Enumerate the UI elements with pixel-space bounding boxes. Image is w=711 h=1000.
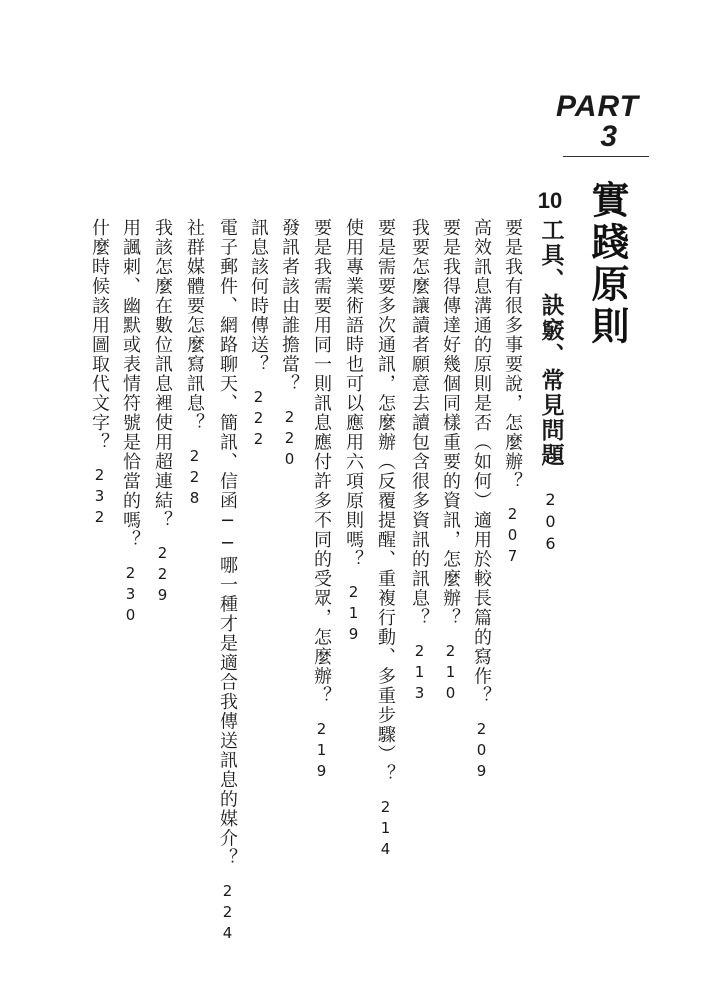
chapter-number: 10 (537, 188, 563, 213)
toc-item[interactable] (147, 218, 177, 607)
part-divider (563, 156, 649, 157)
toc-item[interactable] (404, 218, 434, 705)
part-number: 3 (600, 120, 617, 153)
toc-item-page: 230 (121, 563, 140, 627)
toc-item-text: 社群媒體要怎麼寫訊息？ (184, 218, 205, 433)
toc-item-text: 高效訊息溝通的原則是否（如何）適用於較長篇的寫作？ (471, 218, 492, 706)
toc-item-text: 使用專業術語時也可以應用六項原則嗎？ (343, 218, 364, 569)
toc-item[interactable] (115, 218, 145, 627)
toc-item-page: 229 (153, 544, 172, 607)
toc-item-text: 電子郵件、網路聊天、簡訊、信函──哪一種才是適合我傳送訊息的媒介？ (217, 218, 238, 868)
toc-item[interactable] (274, 218, 304, 471)
toc-item-text: 要是我得傳達好幾個同樣重要的資訊，怎麼辦？ (440, 218, 461, 628)
toc-item-page: 220 (280, 407, 299, 471)
section-title-text: 實踐原則 (585, 180, 629, 348)
toc-item-text: 要是需要多次通訊，怎麼辦（反覆提醒、重複行動、多重步驟）？ (375, 218, 396, 784)
part-label: PART (556, 90, 639, 123)
toc-item-page: 219 (312, 719, 331, 783)
part-heading (556, 92, 654, 152)
toc-item-text: 訊息該何時傳送？ (248, 218, 269, 374)
toc-item[interactable] (497, 218, 527, 568)
toc-item-text: 要是我有很多事要說，怎麼辦？ (502, 218, 523, 491)
toc-item-text: 發訊者該由誰擔當？ (279, 218, 300, 394)
toc-item-page: 209 (472, 719, 491, 783)
toc-item-page: 214 (376, 797, 395, 861)
toc-item[interactable] (306, 218, 336, 783)
chapter-entry[interactable] (535, 190, 565, 556)
toc-item-page: 213 (410, 641, 429, 705)
toc-item[interactable] (212, 218, 242, 945)
toc-item[interactable] (243, 218, 273, 451)
section-title (585, 180, 632, 348)
toc-item-text: 我該怎麼在數位訊息裡使用超連結？ (152, 218, 173, 530)
toc-item-page: 224 (218, 881, 237, 945)
toc-item-page: 228 (185, 446, 204, 510)
toc-item-page: 219 (344, 583, 363, 646)
chapter-page-number: 206 (541, 490, 560, 556)
toc-item-text: 用諷刺、幽默或表情符號是恰當的嗎？ (120, 218, 141, 550)
toc-item[interactable] (370, 218, 400, 861)
toc-item-page: 222 (249, 388, 268, 451)
toc-item-page: 207 (503, 505, 522, 568)
toc-item[interactable] (435, 218, 465, 705)
toc-item-text: 要是我需要用同一則訊息應付許多不同的受眾，怎麼辦？ (311, 218, 332, 706)
toc-item-text: 什麼時候該用圖取代文字？ (89, 218, 110, 452)
chapter-title: 工具、訣竅、常見問題 (537, 218, 564, 468)
toc-item[interactable] (338, 218, 368, 646)
toc-item-page: 232 (90, 466, 109, 529)
toc-item-page: 210 (441, 641, 460, 705)
toc-item[interactable] (84, 218, 114, 529)
toc-item-text: 我要怎麼讓讀者願意去讀包含很多資訊的訊息？ (409, 218, 430, 628)
toc-item[interactable] (179, 218, 209, 510)
toc-item[interactable] (466, 218, 496, 783)
